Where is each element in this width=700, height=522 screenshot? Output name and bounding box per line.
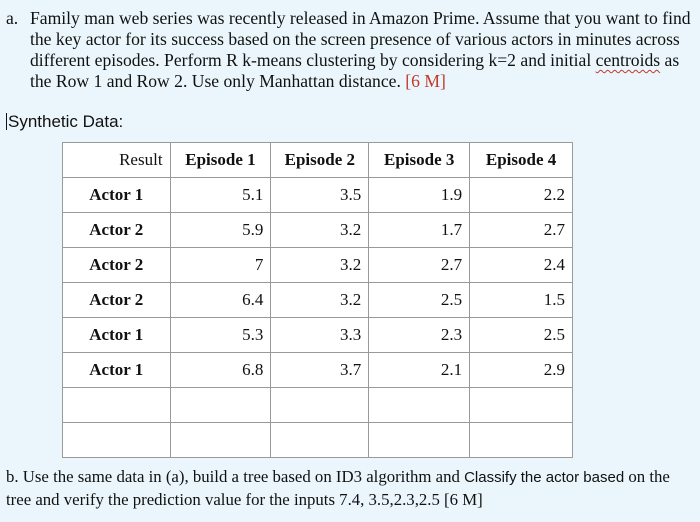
cell-value: 1.5 xyxy=(470,283,573,318)
question-a-text-after: as the Row 1 and Row 2. Use only Manhattan distance. xyxy=(30,50,680,91)
question-a-marks: [6 M] xyxy=(405,71,446,91)
table-row xyxy=(63,353,573,388)
cell-value: 3.2 xyxy=(271,283,369,318)
cell-value: 2.9 xyxy=(470,353,573,388)
cell-value: 6.4 xyxy=(170,283,271,318)
empty-cell xyxy=(63,388,171,423)
header-result: Result xyxy=(63,143,171,178)
empty-cell xyxy=(470,388,573,423)
row-label: Actor 1 xyxy=(63,353,171,388)
empty-cell xyxy=(170,388,271,423)
table-row-empty xyxy=(63,388,573,423)
cell-value: 5.1 xyxy=(170,178,271,213)
empty-cell xyxy=(271,388,369,423)
cell-value: 1.9 xyxy=(369,178,470,213)
table-row xyxy=(63,213,573,248)
question-a-text xyxy=(30,8,696,92)
table-row xyxy=(63,283,573,318)
question-b-part-1: b. Use the same data in (a), build a tree based on ID3 algorithm and xyxy=(6,467,465,486)
cell-value: 1.7 xyxy=(369,213,470,248)
cell-value: 3.7 xyxy=(271,353,369,388)
question-b-part-3: on the tree and verify the prediction value for the inputs 7.4, 3.5,2.3,2.5 [6 M] xyxy=(6,467,670,509)
synthetic-data-table xyxy=(62,142,573,458)
empty-cell xyxy=(470,423,573,458)
cell-value: 3.3 xyxy=(271,318,369,353)
header-episode-3: Episode 3 xyxy=(369,143,470,178)
row-label: Actor 2 xyxy=(63,248,171,283)
table-row-empty xyxy=(63,423,573,458)
spellcheck-underlined-word: centroids xyxy=(595,50,661,70)
table-row xyxy=(63,248,573,283)
cell-value: 2.2 xyxy=(470,178,573,213)
question-b-part-2: Classify the actor based xyxy=(464,469,625,486)
cell-value: 2.4 xyxy=(470,248,573,283)
question-b xyxy=(6,466,696,511)
cell-value: 2.5 xyxy=(369,283,470,318)
cell-value: 6.8 xyxy=(170,353,271,388)
cell-value: 3.2 xyxy=(271,248,369,283)
row-label: Actor 2 xyxy=(63,213,171,248)
table-header-row xyxy=(63,143,573,178)
row-label: Actor 1 xyxy=(63,178,171,213)
cell-value: 7 xyxy=(170,248,271,283)
empty-cell xyxy=(369,388,470,423)
table-row xyxy=(63,178,573,213)
cell-value: 2.1 xyxy=(369,353,470,388)
row-label: Actor 1 xyxy=(63,318,171,353)
header-episode-2: Episode 2 xyxy=(271,143,369,178)
synthetic-data-label-text: Synthetic Data: xyxy=(8,112,124,131)
cell-value: 2.3 xyxy=(369,318,470,353)
synthetic-data-label xyxy=(6,111,123,133)
empty-cell xyxy=(170,423,271,458)
cell-value: 3.5 xyxy=(271,178,369,213)
header-episode-1: Episode 1 xyxy=(170,143,271,178)
cell-value: 2.7 xyxy=(470,213,573,248)
question-a xyxy=(6,8,696,92)
text-cursor xyxy=(6,113,7,130)
empty-cell xyxy=(63,423,171,458)
cell-value: 2.5 xyxy=(470,318,573,353)
cell-value: 2.7 xyxy=(369,248,470,283)
empty-cell xyxy=(369,423,470,458)
row-label: Actor 2 xyxy=(63,283,171,318)
cell-value: 3.2 xyxy=(271,213,369,248)
cell-value: 5.3 xyxy=(170,318,271,353)
empty-cell xyxy=(271,423,369,458)
question-a-marker: a. xyxy=(6,8,19,28)
header-episode-4: Episode 4 xyxy=(470,143,573,178)
question-a-text-before: Family man web series was recently released in Amazon Prime. Assume that you want to find the key actor for its success based on the screen presence of various actors in minutes across different episodes. Perform R k-means clustering by considering k=2 and initial xyxy=(30,8,691,70)
table-row xyxy=(63,318,573,353)
cell-value: 5.9 xyxy=(170,213,271,248)
